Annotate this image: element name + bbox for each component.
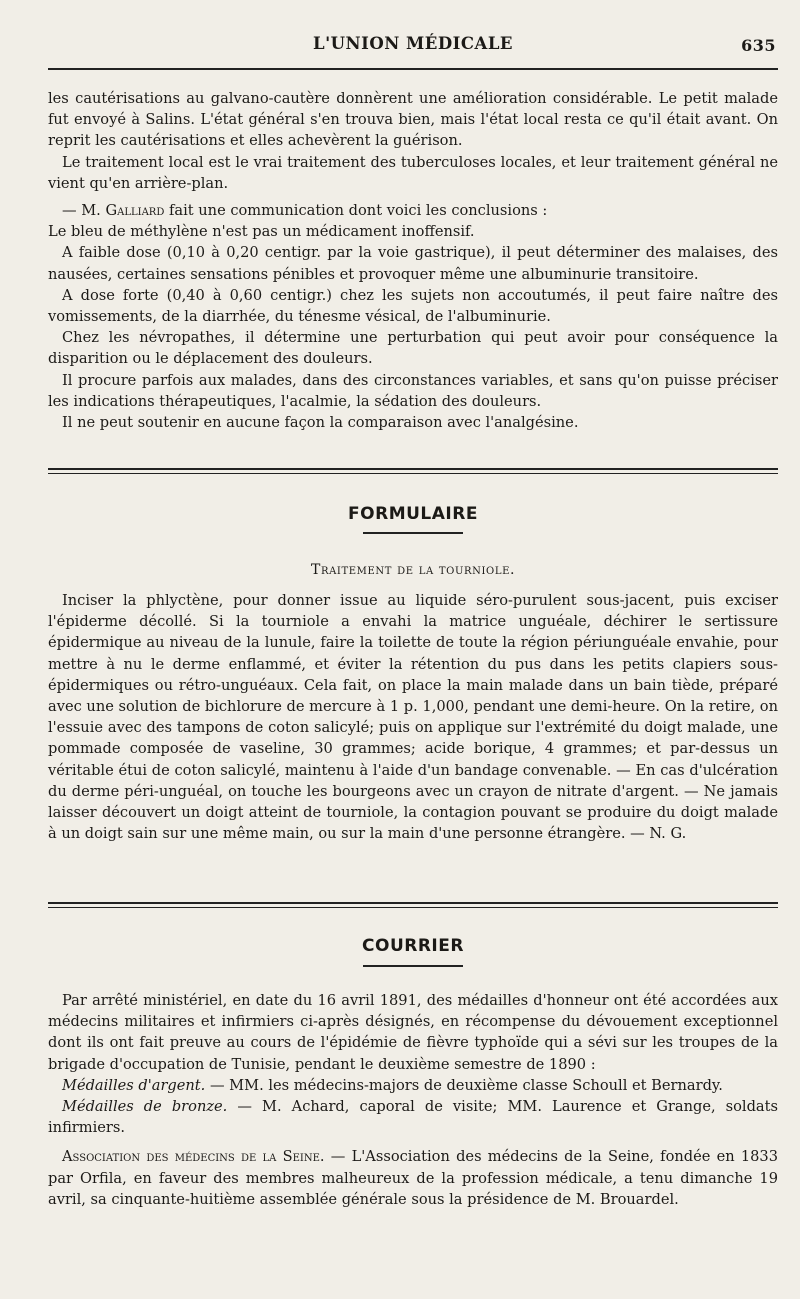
paragraph: Inciser la phlyctène, pour donner issue au liquide séro-purulent sous-jacent, puis exciser l'épiderme décollé. Si la tourniole a envahi la matrice unguéale, déchirer le sertissure épidermique au niveau de la lunule, faire la toilette de toute la région périunguéale envahie, pour mettre à nu le derme enflammé, et éviter la rétention du pus dans les petits clapiers sous-épidermiques ou rétro-unguéaux. Cela fait, on place la main malade dans un bain tiède, préparé avec une solution de bichlorure de mercure à 1 p. 1,000, pendant une demi-heure. On la retire, on l'essuie avec des tampons de coton salicylé; puis on applique sur l'extrémité du doigt malade, une pommade composée de vaseline, 30 grammes; acide borique, 4 grammes; et par-dessus un véritable étui de coton salicylé, maintenu à l'aide d'un bandage convenable. — En cas d'ulcération du derme péri-unguéal, on touche les bourgeons avec un crayon de nitrate d'argent. — Ne jamais laisser découvert un doigt atteint de tourniole, la contagion pouvant se produire du doigt malade à un doigt sain sur une même main, ou sur la main d'une personne étrangère. — N. G. [48, 592, 778, 843]
paragraph: Le bleu de méthylène n'est pas un médicament inoffensif. [48, 223, 475, 241]
courrier-body [48, 990, 778, 1210]
title-underline [363, 532, 463, 534]
paragraph: Il procure parfois aux malades, dans des circonstances variables, et sans qu'on puisse préciser les indications thérapeutiques, l'acalmie, la sédation des douleurs. [48, 371, 778, 410]
paragraph-text: — L'Association des médecins de la Seine, fondée en 1833 par Orfila, en faveur des membres malheureux de la profession médicale, a tenu dimanche 19 avril, sa cinquante-huitième assemblée générale sous la présidence de M. Brouardel. [48, 1148, 778, 1208]
dash-prefix: — M. [62, 202, 106, 220]
paragraph: Le traitement local est le vrai traitement des tuberculoses locales, et leur traitement général ne vient qu'en arrière-plan. [48, 153, 778, 192]
society-proceedings [48, 88, 778, 433]
formulaire-title: FORMULAIRE [348, 504, 478, 524]
title-underline [363, 965, 463, 967]
paragraph [48, 200, 778, 221]
running-header [48, 34, 778, 62]
courrier-title: COURRIER [362, 936, 464, 956]
italic-label: Médailles d'argent. [62, 1076, 206, 1094]
paragraph: Chez les névropathes, il détermine une perturbation qui peut avoir pour conséquence la disparition ou le déplacement des douleurs. [48, 329, 778, 368]
section-rule [48, 902, 778, 904]
paragraph-text: — M. Achard, caporal de visite; MM. Laurence et Grange, soldats infirmiers. [48, 1098, 778, 1137]
paragraph [48, 1146, 778, 1210]
page-number: 635 [741, 36, 776, 55]
formulaire-subtitle: Traitement de la tourniole. [310, 562, 516, 578]
association-heading: Association des médecins de la Seine. [62, 1148, 325, 1166]
paragraph: Il ne peut soutenir en aucune façon la comparaison avec l'analgésine. [62, 414, 579, 432]
paragraph-text: — MM. les médecins-majors de deuxième classe Schoull et Bernardy. [205, 1076, 723, 1094]
paragraph [48, 1096, 778, 1138]
section-rule-thin [48, 473, 778, 474]
paragraph: Par arrêté ministériel, en date du 16 avril 1891, des médailles d'honneur ont été accordées aux médecins militaires et infirmiers ci-après désignés, en récompense du dévouement exceptionnel dont ils ont fait preuve au cours de l'épidémie de fièvre typhoïde qui a sévi sur les troupes de la brigade d'occupation de Tunisie, pendant le deuxième semestre de 1890 : [48, 992, 778, 1073]
italic-label: Médailles de bronze. [62, 1098, 228, 1116]
section-rule [48, 468, 778, 470]
journal-title: L'UNION MÉDICALE [312, 34, 514, 53]
paragraph-text: fait une communication dont voici les conclusions : [164, 202, 548, 220]
paragraph [48, 1075, 778, 1096]
paragraph: les cautérisations au galvano-cautère donnèrent une amélioration considérable. Le petit malade fut envoyé à Salins. L'état général s'en trouva bien, mais l'état local resta ce qu'il était avant. On reprit les cautérisations et elles achevèrent la guérison. [48, 90, 778, 150]
paragraph: A faible dose (0,10 à 0,20 centigr. par la voie gastrique), il peut déterminer des malaises, des nausées, certaines sensations pénibles et provoquer même une albuminurie transitoire. [48, 244, 778, 283]
speaker-name: Galliard [105, 202, 165, 220]
header-rule [48, 68, 778, 70]
formulaire-body [48, 590, 778, 844]
paragraph: A dose forte (0,40 à 0,60 centigr.) chez les sujets non accoutumés, il peut faire naître des vomissements, de la diarrhée, du ténesme vésical, de l'albuminurie. [48, 286, 778, 326]
section-rule-thin [48, 907, 778, 908]
